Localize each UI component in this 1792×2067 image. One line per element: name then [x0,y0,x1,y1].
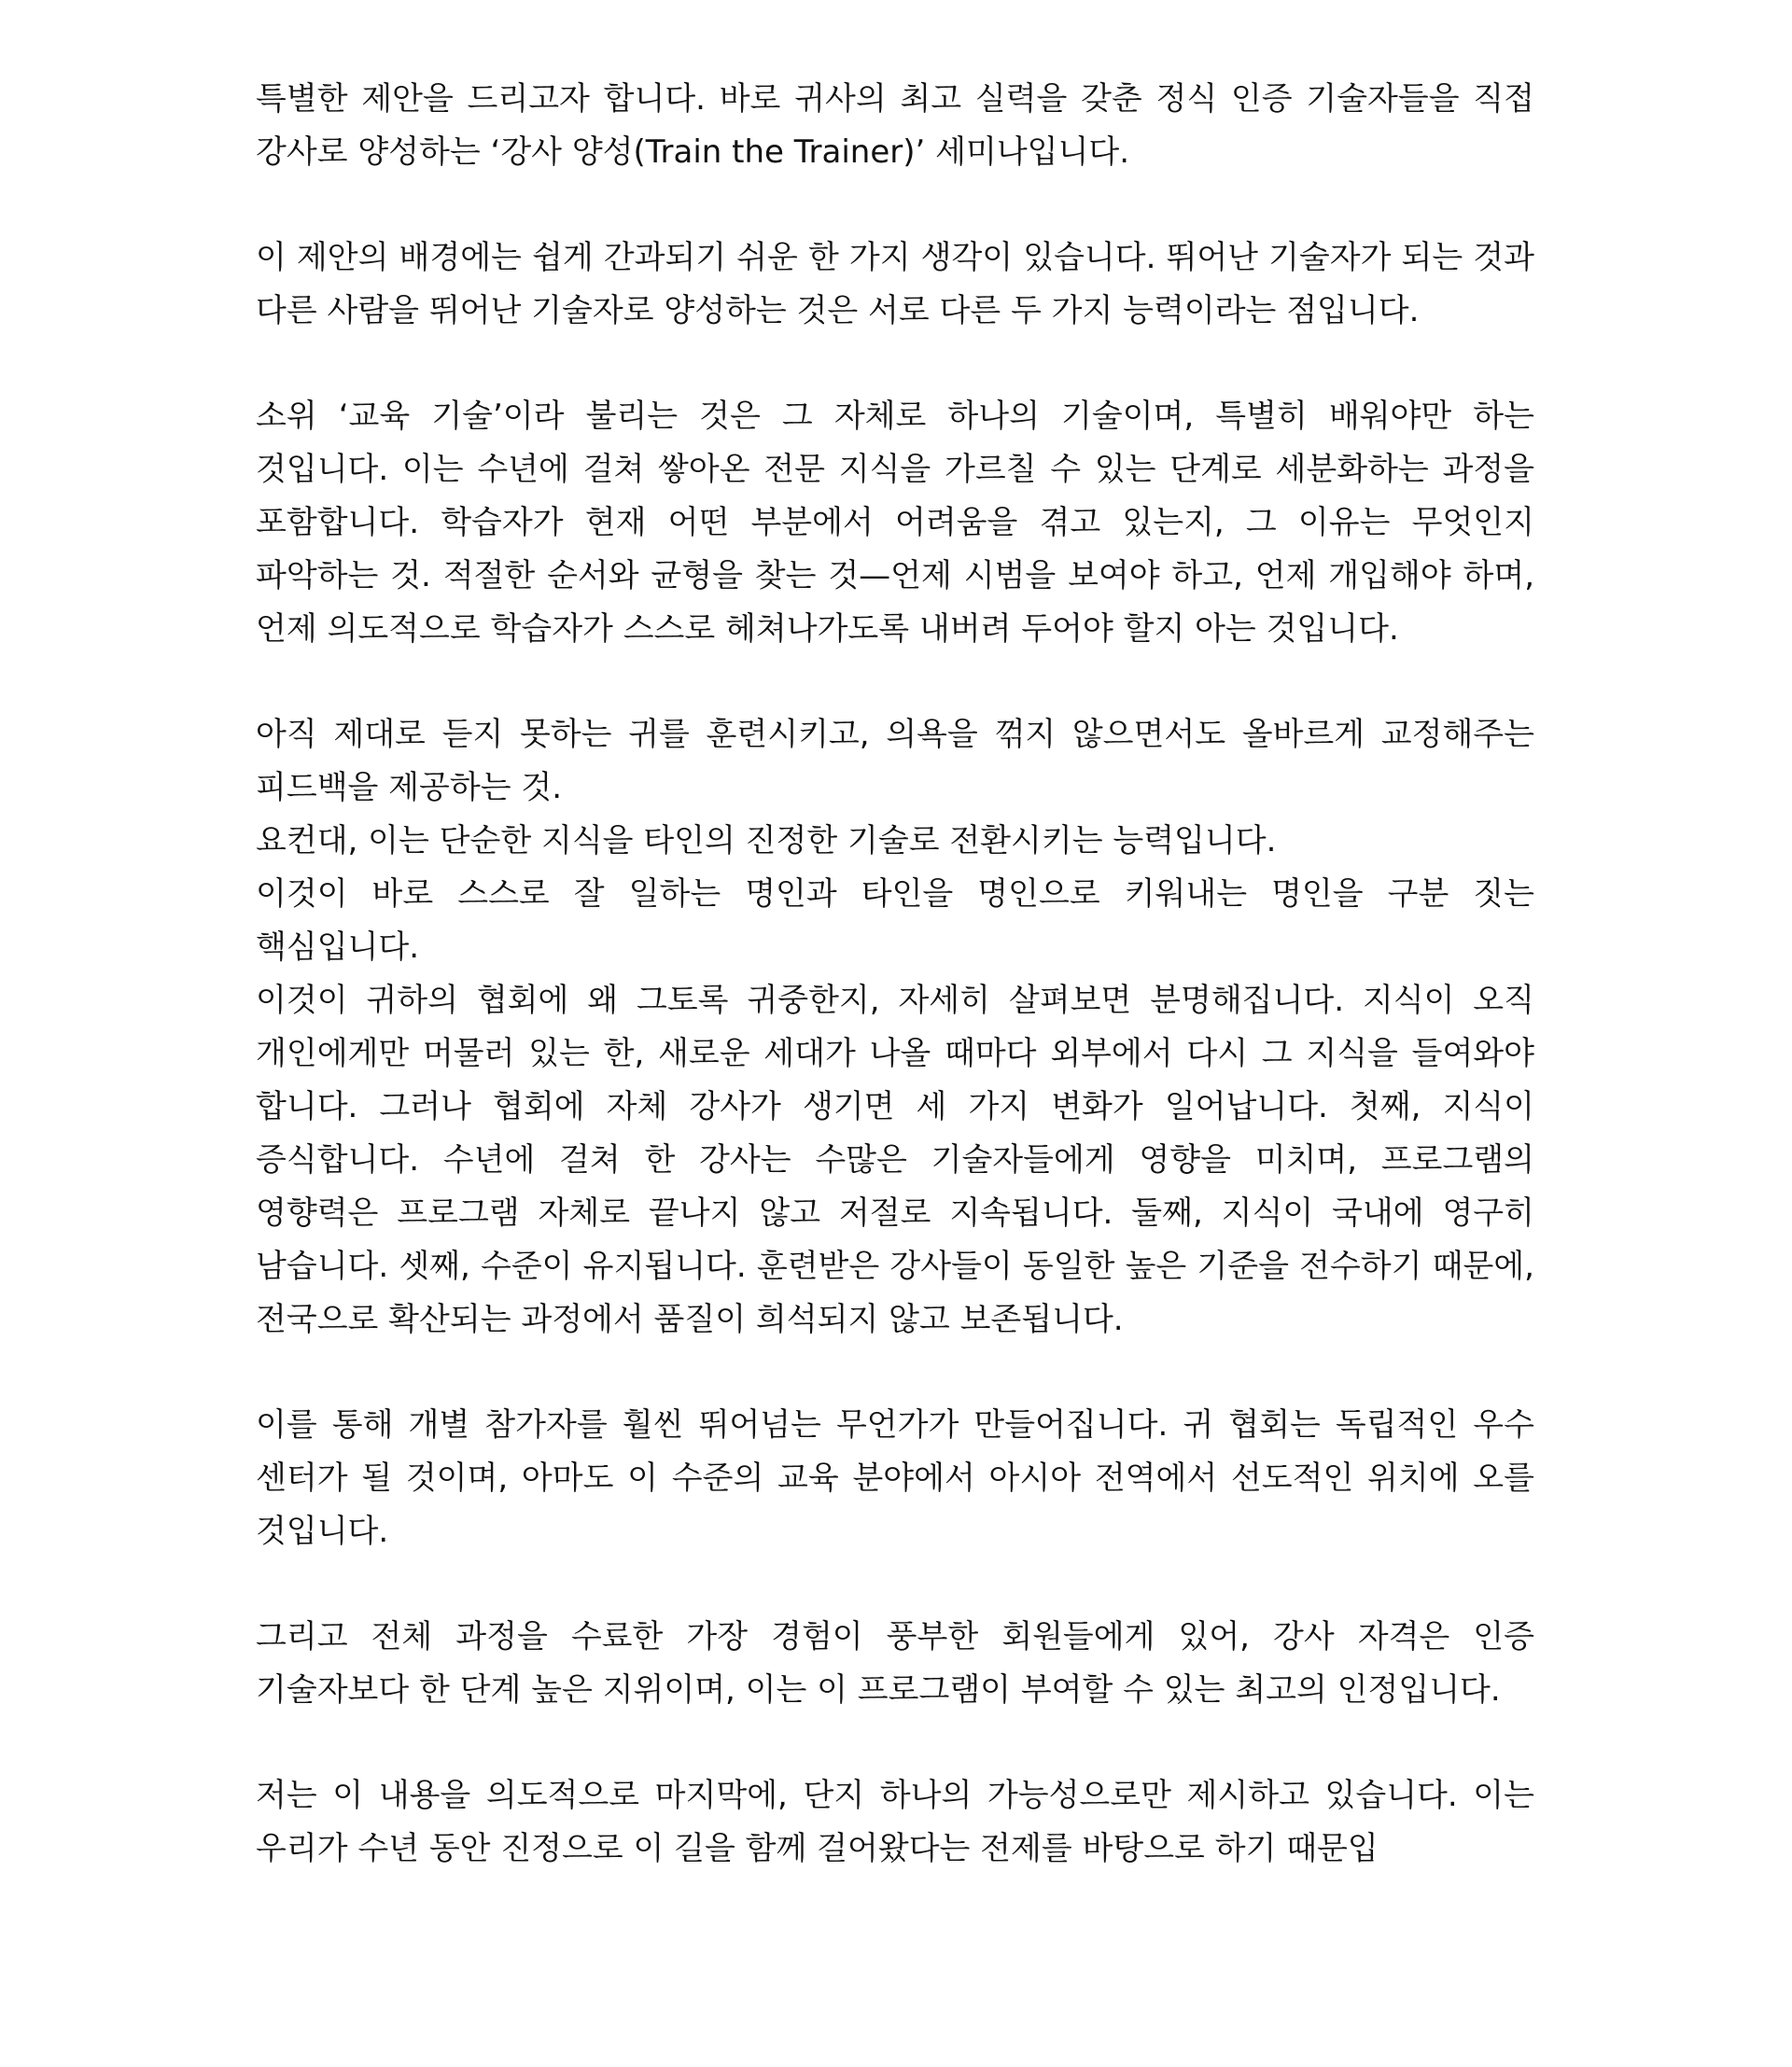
paragraph-group-value [256,708,1534,1347]
line-master-distinction: 이것이 바로 스스로 잘 일하는 명인과 타인을 명인으로 키워내는 명인을 구분 짓는 핵심입니다. [256,875,1534,966]
line-association-value: 이것이 귀하의 협회에 왜 그토록 귀중한지, 자세히 살펴보면 분명해집니다. 지식이 오직 개인에게만 머물러 있는 한, 새로운 세대가 나올 때마다 외부에서 다시 그 지식을 들여와야 합니다. 그러나 협회에 자체 강사가 생기면 세 가지 변화가 일어납니다. 첫째, 지식이 증식합니다. 수년에 걸쳐 한 강사는 수많은 기술자들에게 영향을 미치며, 프로그램의 영향력은 프로그램 자체로 끝나지 않고 저절로 지속됩니다. 둘째, 지식이 국내에 영구히 남습니다. 셋째, 수준이 유지됩니다. 훈련받은 강사들이 동일한 높은 기준을 전수하기 때문에, 전국으로 확산되는 과정에서 품질이 희석되지 않고 보존됩니다. [256,982,1534,1338]
line-feedback: 아직 제대로 듣지 못하는 귀를 훈련시키고, 의욕을 꺾지 않으면서도 올바르게 교정해주는 피드백을 제공하는 것. [256,716,1534,806]
document-body [256,73,1534,1928]
line-summary: 요컨대, 이는 단순한 지식을 타인의 진정한 기술로 전환시키는 능력입니다. [256,822,1277,859]
paragraph-teaching-skill: 소위 ‘교육 기술’이라 불리는 것은 그 자체로 하나의 기술이며, 특별히 배워야만 하는 것입니다. 이는 수년에 걸쳐 쌓아온 전문 지식을 가르칠 수 있는 단계로 세분화하는 과정을 포함합니다. 학습자가 현재 어떤 부분에서 어려움을 겪고 있는지, 그 이유는 무엇인지 파악하는 것. 적절한 순서와 균형을 찾는 것—언제 시범을 보여야 하고, 언제 개입해야 하며, 언제 의도적으로 학습자가 스스로 헤쳐나가도록 내버려 두어야 할지 아는 것입니다. [256,398,1534,648]
paragraph-closing: 저는 이 내용을 의도적으로 마지막에, 단지 하나의 가능성으로만 제시하고 있습니다. 이는 우리가 수년 동안 진정으로 이 길을 함께 걸어왔다는 전제를 바탕으로 하기 때문입 [256,1777,1534,1867]
paragraph-center-of-excellence: 이를 통해 개별 참가자를 훨씬 뛰어넘는 무언가가 만들어집니다. 귀 협회는 독립적인 우수 센터가 될 것이며, 아마도 이 수준의 교육 분야에서 아시아 전역에서 선도적인 위치에 오를 것입니다. [256,1406,1534,1550]
paragraph-background: 이 제안의 배경에는 쉽게 간과되기 쉬운 한 가지 생각이 있습니다. 뛰어난 기술자가 되는 것과 다른 사람을 뛰어난 기술자로 양성하는 것은 서로 다른 두 가지 능력이라는 점입니다. [256,239,1534,329]
paragraph-proposal: 특별한 제안을 드리고자 합니다. 바로 귀사의 최고 실력을 갖춘 정식 인증 기술자들을 직접 강사로 양성하는 ‘강사 양성(Train the Trainer)’ 세미나입니다. [256,80,1534,171]
paragraph-trainer-status: 그리고 전체 과정을 수료한 가장 경험이 풍부한 회원들에게 있어, 강사 자격은 인증 기술자보다 한 단계 높은 지위이며, 이는 이 프로그램이 부여할 수 있는 최고의 인정입니다. [256,1618,1534,1709]
